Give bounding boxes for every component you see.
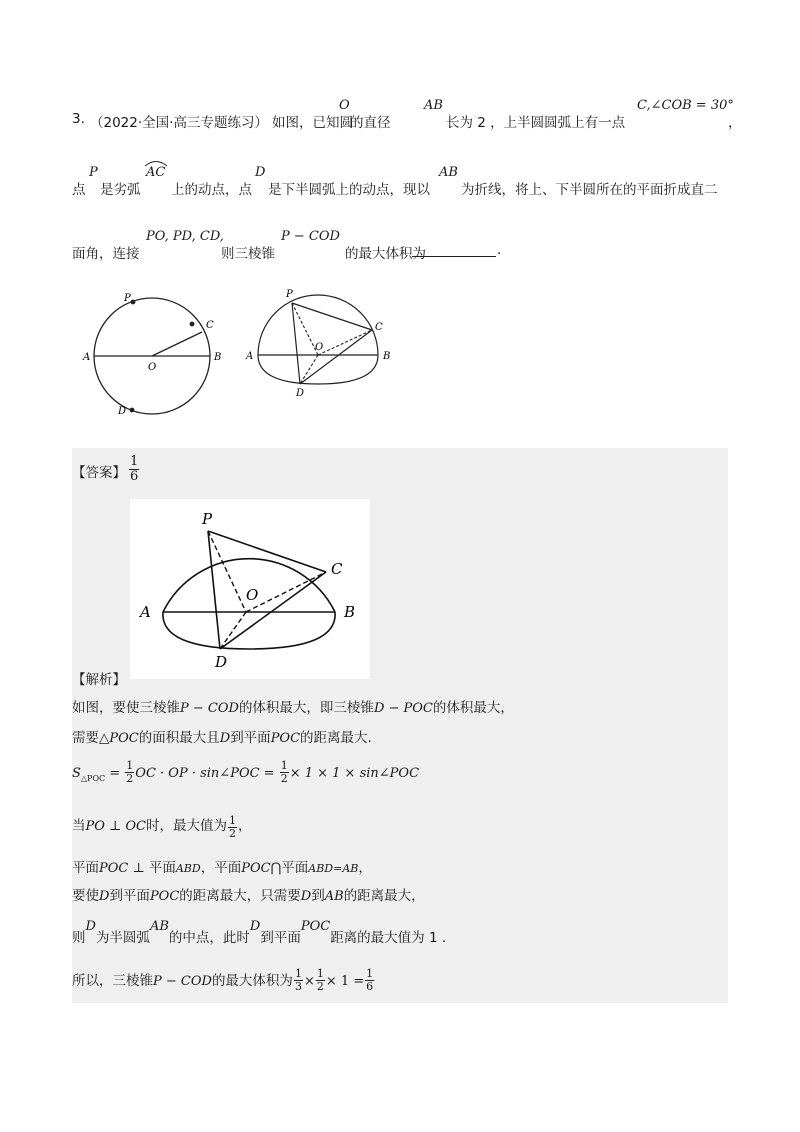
text: 的距离最大.: [300, 730, 372, 746]
text: 的直径: [350, 115, 391, 131]
fig2-label-B: B: [383, 351, 391, 362]
fig1-label-P: P: [124, 293, 131, 304]
text: 时，最大值为: [146, 818, 227, 834]
text: 到: [311, 888, 325, 904]
math-P: P: [89, 165, 98, 180]
text: ，: [358, 860, 372, 876]
text: 面角，连接: [72, 246, 140, 262]
fig3-label-P: P: [202, 510, 213, 528]
text: 到平面: [230, 730, 271, 746]
math-O: O: [339, 98, 350, 113]
text: 则三棱锥: [221, 246, 275, 262]
math-POC: POC: [149, 889, 180, 904]
frac-num: 1: [280, 759, 288, 772]
arc-AC: [146, 165, 165, 180]
text: 的距离最大，只需要: [179, 888, 301, 904]
math-POC: POC: [99, 861, 129, 876]
math-AB: AB: [439, 165, 458, 180]
fig2-label-C: C: [375, 322, 383, 333]
text: ，: [728, 115, 742, 131]
math-expr: OC · OP · sin∠POC =: [135, 766, 279, 781]
frac-den: 2: [316, 980, 324, 993]
analysis-line-4: [72, 814, 252, 840]
analysis-line-5: [72, 856, 372, 876]
frac-num: 1: [294, 967, 302, 980]
fig1-label-B: B: [214, 352, 222, 363]
answer-denominator: 6: [130, 469, 139, 484]
math-segments: PO, PD, CD,: [146, 229, 224, 244]
answer-value: [128, 455, 140, 484]
text: 平面: [281, 860, 309, 876]
text: 上的动点，点: [171, 182, 252, 198]
math-condition: C,∠COB = 30°: [637, 98, 734, 113]
arc-mark-icon: [144, 159, 168, 167]
text: 的体积最大，即三棱锥: [238, 700, 374, 716]
math-ABD: ABD=AB: [308, 862, 359, 875]
text: 是下半圆弧上的动点，现以: [268, 182, 430, 198]
answer-label: 【答案】: [72, 465, 126, 481]
text: ，: [238, 818, 252, 834]
text: ，平面: [200, 860, 242, 876]
math-cap: ⋂: [270, 861, 282, 876]
fig2-label-P: P: [286, 289, 293, 300]
answer-figure-drawing: [130, 499, 370, 679]
math-AB: AB: [424, 98, 443, 113]
analysis-line-1: [72, 696, 514, 716]
text: 距离的最大值为 1 .: [330, 930, 447, 946]
text: 平面: [72, 860, 99, 876]
problem-number: 3.: [72, 111, 85, 127]
analysis-line-8: [72, 968, 375, 993]
fig1-label-D: D: [118, 406, 127, 417]
text: 当: [72, 818, 86, 834]
text: 的中点，此时: [168, 930, 250, 946]
math-ABD: ABD: [175, 862, 201, 875]
text: 长为 2 ，上半圆圆弧上有一点: [446, 115, 626, 131]
math-perp: PO ⊥ OC: [85, 819, 146, 834]
math-POC: POC: [241, 861, 271, 876]
analysis-formula-area: [72, 760, 419, 785]
math-D: D: [219, 731, 231, 746]
frac-num: 1: [229, 814, 236, 827]
math-expr: × 1 =: [325, 974, 365, 989]
text: 为折线，将上、下半圆所在的平面折成直二: [461, 182, 718, 198]
analysis-line-2: [72, 726, 372, 746]
math-pyramid: P − COD: [153, 974, 212, 989]
text: 到平面: [260, 930, 301, 946]
math-pyramid: P − COD: [281, 229, 340, 244]
math-D: D: [249, 919, 261, 934]
frac-den: 2: [126, 772, 134, 785]
math-AB: AB: [324, 889, 344, 904]
math-subscript: △POC: [80, 774, 106, 784]
math-perp: ⊥: [128, 861, 149, 876]
fig3-label-D: D: [215, 653, 228, 671]
fig2-label-O: O: [315, 342, 324, 353]
math-eq: =: [105, 766, 125, 781]
fig2-label-D: D: [296, 388, 305, 399]
text: 的面积最大且: [138, 730, 220, 746]
frac-num: 1: [126, 759, 134, 772]
math-pyramid: P − COD: [180, 701, 239, 716]
text: 点: [72, 182, 86, 198]
fig3-label-C: C: [331, 560, 343, 578]
text: 如图，要使三棱锥: [72, 700, 180, 716]
text: 的距离最大，: [343, 888, 425, 904]
math-S: S: [72, 766, 81, 781]
fig1-label-C: C: [206, 320, 214, 331]
fig3-label-B: B: [344, 603, 356, 621]
text: 如图，已知圆: [272, 115, 353, 131]
text: 的体积最大，: [432, 700, 514, 716]
frac-den: 2: [280, 772, 288, 785]
text: 到平面: [109, 888, 150, 904]
answer-blank[interactable]: [412, 242, 496, 261]
figure-circle: [80, 290, 250, 420]
math-POC: POC: [300, 919, 331, 934]
math-AB: AB: [149, 919, 169, 934]
frac-num: 1: [316, 967, 324, 980]
math-POC: POC: [270, 731, 301, 746]
frac-den: 3: [294, 980, 302, 993]
text: .: [497, 242, 502, 258]
answer-figure: [130, 499, 370, 679]
math-pyramid: D − POC: [373, 701, 433, 716]
text: 需要△: [72, 730, 110, 746]
text: 是劣弧: [100, 182, 141, 198]
math-POC: POC: [109, 731, 139, 746]
figure-folded: [236, 284, 406, 400]
frac-den: 2: [229, 827, 236, 840]
analysis-line-6: [72, 884, 425, 904]
text: 为半圆弧: [95, 930, 150, 946]
fig2-label-A: A: [246, 351, 254, 362]
answer-numerator: 1: [130, 454, 139, 469]
fig1-label-A: A: [83, 352, 91, 363]
text: 所以，三棱锥: [72, 973, 153, 989]
fig3-label-A: A: [140, 603, 151, 621]
analysis-line-7: [72, 919, 447, 946]
math-times: ×: [303, 974, 315, 989]
text: 要使: [72, 888, 99, 904]
analysis-label: 【解析】: [72, 672, 126, 688]
fig3-label-O: O: [246, 586, 259, 604]
math-D: D: [99, 889, 110, 904]
text: 的最大体积为: [345, 246, 426, 262]
math-AC: AC: [146, 165, 166, 180]
text: 平面: [148, 860, 176, 876]
fig1-label-O: O: [148, 362, 157, 373]
frac-den: 6: [366, 980, 374, 993]
problem-source: （2022·全国·高三专题练习）: [90, 115, 268, 131]
math-expr: × 1 × 1 × sin∠POC: [289, 766, 420, 781]
math-D: D: [255, 165, 266, 180]
frac-num: 1: [366, 967, 374, 980]
math-D: D: [300, 889, 312, 904]
text: 则: [72, 930, 86, 946]
text: 的最大体积为: [211, 973, 293, 989]
math-D: D: [85, 919, 96, 934]
